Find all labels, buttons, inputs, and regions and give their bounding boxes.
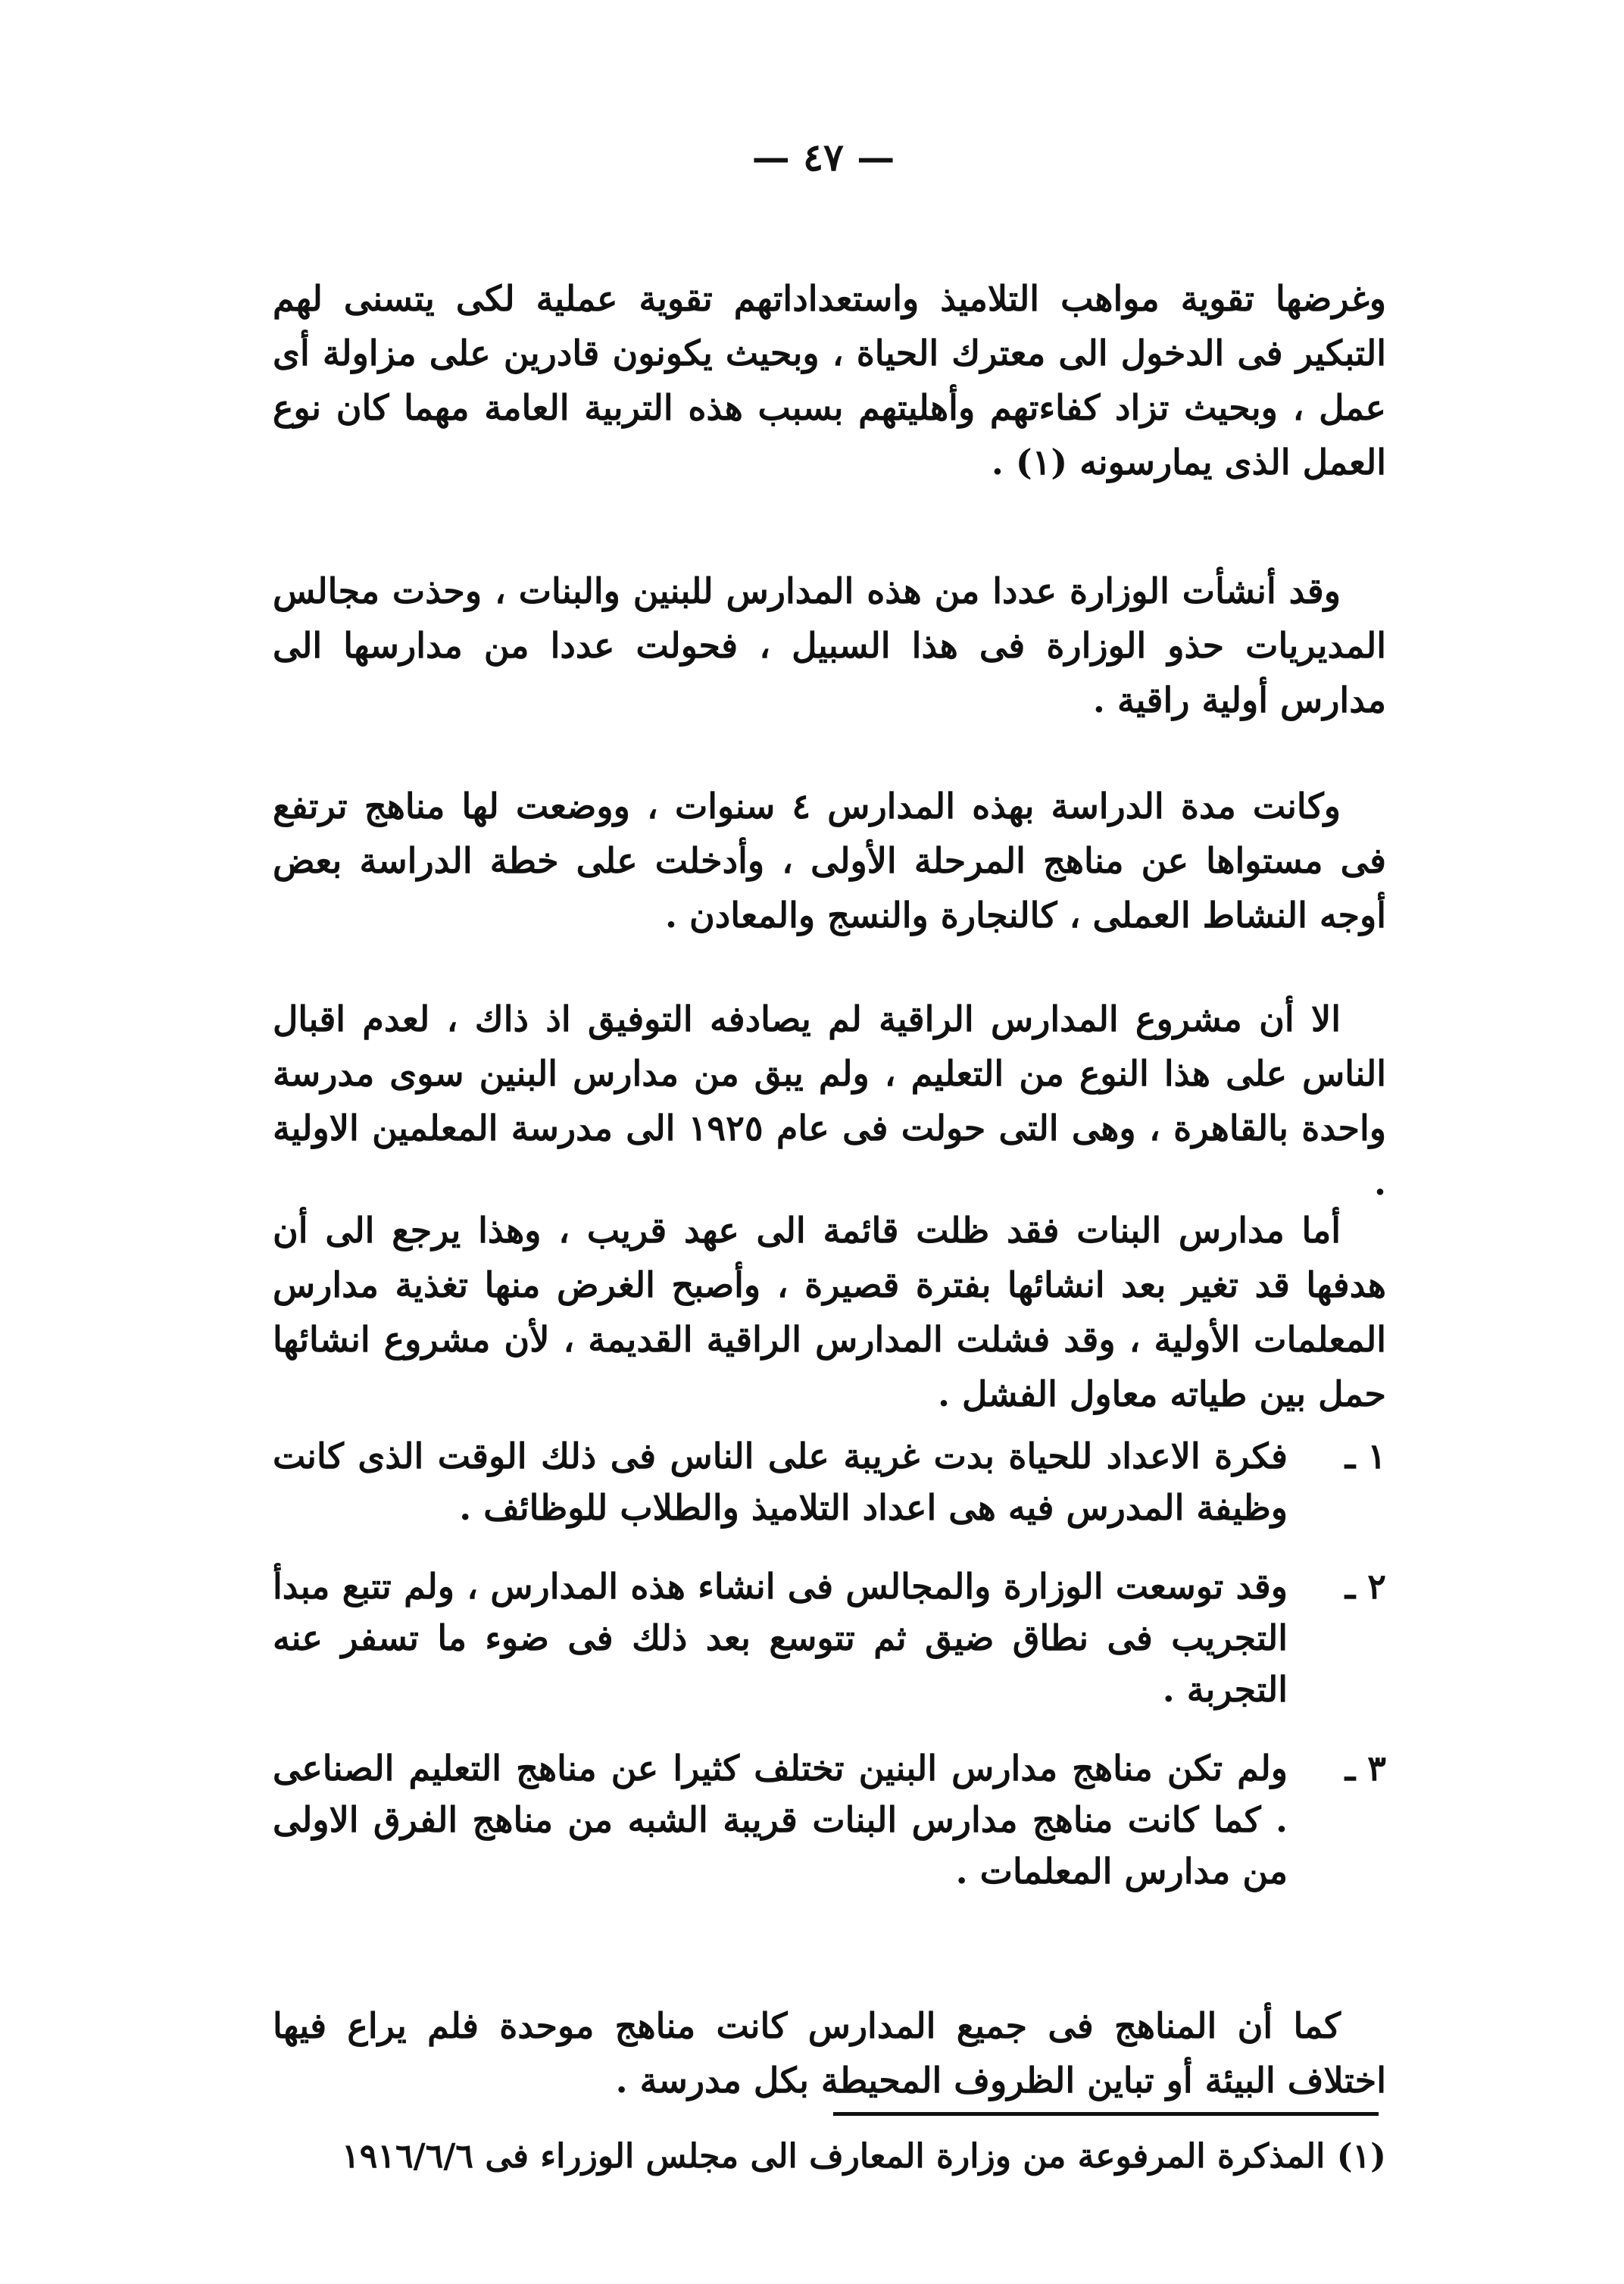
list-item <box>273 1742 1386 1897</box>
list-item-text: فكرة الاعداد للحياة بدت غريبة على الناس فى ذلك الوقت الذى كانت وظيفة المدرس فيه هى اعداد التلاميذ والطلاب للوظائف . <box>273 1436 1288 1528</box>
list-item-body <box>273 1561 1386 1715</box>
list-marker: ٣ ـ <box>1344 1748 1386 1789</box>
paragraph-establishment-text: وقد أنشأت الوزارة عددا من هذه المدارس للبنين والبنات ، وحذت مجالس المديريات حذو الوزارة فى هذا السبيل ، فحولت عددا من مدارسها الى مدارس أولية راقية . <box>273 570 1386 720</box>
page-number: — ٤٧ — <box>751 135 895 180</box>
paragraph-study-duration <box>273 779 1386 942</box>
list-item <box>273 1561 1386 1715</box>
list-marker: ٢ ـ <box>1344 1566 1386 1607</box>
paragraph-girls-schools <box>273 1203 1386 1421</box>
paragraph-establishment <box>273 564 1386 727</box>
paragraph-study-duration-text: وكانت مدة الدراسة بهذه المدارس ٤ سنوات ، ووضعت لها مناهج ترتفع فى مستواها عن مناهج المرحلة الأولى ، وأدخلت على خطة الدراسة بعض أوجه النشاط العملى ، كالنجارة والنسج والمعادن . <box>273 786 1386 936</box>
paragraph-aims <box>273 271 1386 489</box>
list-item-body <box>273 1742 1386 1897</box>
paragraph-unified-curricula-text: كما أن المناهج فى جميع المدارس كانت مناهج موحدة فلم يراع فيها اختلاف البيئة أو تباين الظروف المحيطة بكل مدرسة . <box>273 2005 1386 2101</box>
list-item-text: وقد توسعت الوزارة والمجالس فى انشاء هذه المدارس ، ولم تتبع مبدأ التجريب فى نطاق ضيق ثم تتوسع بعد ذلك فى ضوء ما تسفر عنه التجربة . <box>273 1566 1288 1710</box>
paragraph-project-failure-text: الا أن مشروع المدارس الراقية لم يصادفه التوفيق اذ ذاك ، لعدم اقبال الناس على هذا النوع من التعليم ، ولم يبق من مدارس البنين سوى مدرسة واحدة بالقاهرة ، وهى التى حولت فى عام ١٩٢٥ الى مدرسة المعلمين الاولية . <box>273 998 1386 1203</box>
paragraph-project-failure <box>273 992 1386 1210</box>
list-item-text: ولم تكن مناهج مدارس البنين تختلف كثيرا عن مناهج التعليم الصناعى . كما كانت مناهج مدارس البنات قريبة الشبه من مناهج الفرق الاولى من مدارس المعلمات . <box>273 1748 1288 1892</box>
paragraph-girls-schools-text: أما مدارس البنات فقد ظلت قائمة الى عهد قريب ، وهذا يرجع الى أن هدفها قد تغير بعد انشائها بفترة قصيرة ، وأصبح الغرض منها تغذية مدارس المعلمات الأولية ، وقد فشلت المدارس الراقية القديمة ، لأن مشروع انشائها حمل بين طياته معاول الفشل . <box>273 1210 1386 1414</box>
list-item <box>273 1430 1386 1533</box>
paragraph-aims-text: وغرضها تقوية مواهب التلاميذ واستعداداتهم تقوية عملية لكى يتسنى لهم التبكير فى الدخول الى معترك الحياة ، وبحيث يكونون قادرين على مزاولة أى عمل ، وبحيث تزاد كفاءتهم وأهليتهم بسبب هذه التربية العامة مهما كان نوع العمل الذى يمارسونه (١) . <box>273 278 1386 483</box>
list-marker: ١ ـ <box>1344 1436 1386 1476</box>
footnote: (١) المذكرة المرفوعة من وزارة المعارف الى مجلس الوزراء فى ١٩١٦/٦/٦ <box>342 2137 1386 2176</box>
list-item-body <box>273 1430 1386 1533</box>
paragraph-unified-curricula <box>273 1998 1386 2107</box>
footnote-divider <box>833 2112 1379 2116</box>
